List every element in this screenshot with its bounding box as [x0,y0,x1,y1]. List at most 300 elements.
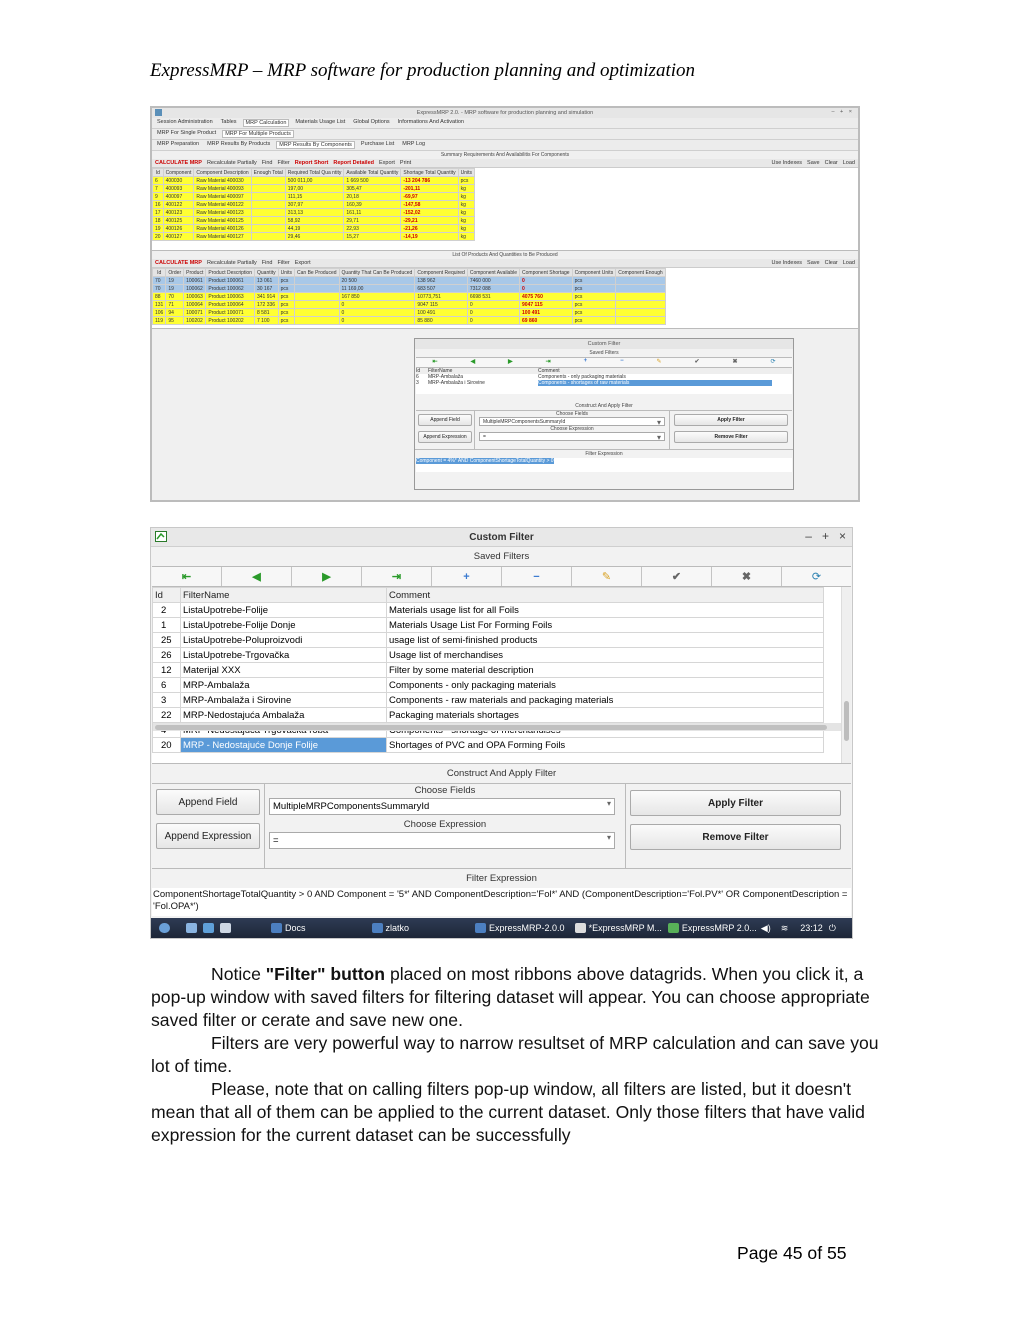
column-header-filtername[interactable]: FilterName [181,588,387,603]
table-row[interactable]: 3 MRP-Ambalaža i Sirovine Components - shortages of raw materials [416,380,792,386]
table-row[interactable] [153,738,824,753]
minimize-icon[interactable]: – [805,529,812,543]
table-cell: 18 [153,217,164,225]
column-header[interactable]: Component Enough [616,269,665,277]
mrp-overview-screenshot [150,106,860,502]
table-cell: 20,18 [344,193,401,201]
filter-comment-cell: Materials usage list for all Foils [387,603,824,618]
table-cell: 19 [153,225,164,233]
edit-record-icon[interactable]: ✎ [656,359,662,365]
paragraph-3: Please, note that on calling filters pop-up window, all filters are listed, but it doesn't mean that all of them can be applied to the current dataset. Only those filters that have valid expression for the current dataset can be successfully [151,1079,865,1145]
table-row[interactable] [153,217,475,225]
taskbar [151,918,852,938]
post-record-button[interactable] [642,567,712,586]
table-cell: 100061 [184,277,206,285]
table-cell: Raw Material 400093 [194,185,251,193]
volume-icon[interactable]: ◀) [760,922,771,933]
refresh-icon[interactable]: ⟳ [770,359,776,365]
toolbar-button[interactable]: Clear [824,160,838,166]
filter-name-cell: ListaUpotrebe-Folije Donje [181,618,387,633]
table-row[interactable] [153,201,475,209]
first-record-icon[interactable]: ⇤ [432,359,438,365]
next-record-button[interactable] [292,567,362,586]
filter-expression-text[interactable]: ComponentShortageTotalQuantity > 0 AND Component = '5*' AND ComponentDescription='Fol*' AND (ComponentDescription='Fol.PV*' OR ComponentDescription = 'Fol.OPA*') [152,888,851,916]
table-cell: 0 [339,317,415,325]
append-expression-button[interactable]: Append Expression [418,431,472,443]
vertical-scrollbar[interactable] [841,587,851,763]
column-header-id[interactable]: Id [153,588,181,603]
table-row[interactable] [153,225,475,233]
table-row[interactable]: 6 MRP-Ambalaža Components - only packaging materials [416,374,626,380]
taskbar-item-zlatko[interactable]: zlatko [372,923,410,933]
table-cell: 100202 [184,317,206,325]
taskbar-item-editor[interactable]: *ExpressMRP M... [575,923,662,933]
filter-comment-cell: Filter by some material description [387,663,824,678]
popup-titlebar [415,339,793,349]
custom-filter-popup-small [414,338,794,490]
table-cell: kg [458,201,474,209]
remove-filter-button[interactable]: Remove Filter [674,431,788,443]
filter-id-cell: 2 [153,603,181,618]
column-header[interactable]: Can Be Produced [295,269,339,277]
refresh-button[interactable] [782,567,851,586]
popup-title: Custom Filter [587,341,621,347]
table-cell: pcs [572,293,616,301]
filter-id-cell: 6 [153,678,181,693]
toolbar-button[interactable]: Find [261,260,273,266]
apply-filter-button[interactable]: Apply Filter [674,414,788,426]
table-cell [251,209,285,217]
table-row[interactable] [153,618,824,633]
report-short-button[interactable]: Report Short [294,160,329,166]
first-record-button[interactable] [152,567,222,586]
table-cell: Raw Material 400122 [194,201,251,209]
filter-name-cell: MRP-Ambalaža [181,678,387,693]
document-icon [575,923,586,933]
column-header[interactable]: Quantity That Can Be Produced [339,269,415,277]
toolbar-button[interactable]: Clear [824,260,838,266]
column-header: FilterName [428,368,453,374]
table-cell: -152,02 [401,209,458,217]
filter-button[interactable]: Filter [277,160,290,166]
document-header: ExpressMRP – MRP software for production planning and optimization [150,60,696,81]
filter-comment-cell: usage list of semi-finished products [387,633,824,648]
column-header[interactable]: Units [458,169,474,177]
column-header[interactable]: Id [153,169,164,177]
window-list-icon[interactable] [220,923,231,933]
table-cell: 0 [467,301,519,309]
popup-construct-label: Construct And Apply Filter [575,403,633,409]
overview-subtabs-2 [152,140,858,151]
table-cell: 71 [166,301,184,309]
folder-icon [372,923,383,933]
table-cell: kg [458,225,474,233]
menu-item[interactable]: Global Options [353,119,390,125]
top-toolbar [152,159,858,168]
saved-filters-grid [152,587,851,764]
insert-record-button[interactable] [432,567,502,586]
table-cell: 1 669 500 [344,177,401,185]
table-cell: 17 [153,209,164,217]
column-header[interactable]: Enough Total [251,169,285,177]
maximize-icon[interactable]: + [821,529,829,543]
subtab[interactable]: MRP Results By Products [207,141,271,147]
choose-expression-select[interactable]: = ▾ [479,432,665,441]
table-cell: 100071 [184,309,206,317]
choose-fields-select[interactable]: MultipleMRPComponentsSummaryId ▾ [479,417,665,426]
table-cell: 6 [153,177,164,185]
table-cell: 20 500 [339,277,415,285]
table-cell: 683 507 [415,285,468,293]
table-cell: Raw Material 400097 [194,193,251,201]
table-cell: 19 [166,277,184,285]
table-row[interactable] [153,277,666,285]
previous-record-button[interactable] [222,567,292,586]
network-icon[interactable] [203,923,214,933]
table-cell: Product 100064 [206,301,255,309]
taskbar-item-app[interactable]: ExpressMRP 2.0... [668,923,757,933]
table-cell: Raw Material 400126 [194,225,251,233]
previous-record-icon: ◀ [252,571,261,583]
table-cell: -69,97 [401,193,458,201]
horizontal-scrollbar[interactable] [153,723,841,731]
table-row[interactable] [153,209,475,217]
column-header[interactable]: Component Description [194,169,251,177]
filter-id-cell: 12 [153,663,181,678]
window-title: Custom Filter [469,531,534,543]
append-field-button[interactable]: Append Field [418,414,472,426]
components-grid [152,168,858,251]
table-row[interactable] [153,708,824,723]
table-cell: 313,13 [285,209,344,217]
subtab[interactable]: MRP Log [402,141,426,147]
table-cell: 6698 531 [467,293,519,301]
column-header[interactable]: Required Total Qua ntity [285,169,344,177]
filter-button[interactable]: Filter [277,260,290,266]
table-cell: 20 [153,233,164,241]
table-cell: Raw Material 400125 [194,217,251,225]
popup-nav-bar [416,357,792,368]
table-cell: 22,93 [344,225,401,233]
calculate-mrp-button[interactable]: CALCULATE MRP [155,260,202,266]
toolbar-button[interactable]: Export [294,260,311,266]
choose-expression-select[interactable]: = ▾ [269,832,615,849]
overview-subtabs [152,129,858,140]
taskbar-item-docs[interactable]: Docs [271,923,306,933]
table-row[interactable] [153,293,666,301]
table-row[interactable] [153,317,666,325]
table-row[interactable] [153,193,475,201]
column-header[interactable]: Product [184,269,206,277]
report-detailed-button[interactable]: Report Detailed [333,160,374,166]
table-cell: 94 [166,309,184,317]
table-row[interactable] [153,663,824,678]
toolbar-button[interactable]: Load [842,160,855,166]
table-cell: 85 880 [415,317,468,325]
column-header-comment[interactable]: Comment [387,588,824,603]
table-cell [295,301,339,309]
toolbar-button[interactable]: Load [842,260,855,266]
menu-item[interactable]: MRP Calculation [243,119,290,127]
table-cell: 100 491 [415,309,468,317]
table-row[interactable] [153,648,824,663]
toolbar-button[interactable]: Print [399,160,412,166]
table-cell: -21,26 [401,225,458,233]
table-cell: 341 914 [255,293,279,301]
table-cell: 8 581 [255,309,279,317]
next-record-icon[interactable]: ▶ [508,359,513,365]
pencil-icon: ✎ [601,571,612,583]
table-cell: 16 [153,201,164,209]
custom-filter-window [150,527,853,939]
subtab[interactable]: Purchase List [360,141,395,147]
table-cell: pcs [572,277,616,285]
table-row[interactable] [153,603,824,618]
table-cell: 400125 [163,217,194,225]
append-field-button[interactable]: Append Field [156,789,260,815]
table-row[interactable] [153,678,824,693]
column-header[interactable]: Available Total Quantity [344,169,401,177]
folder-icon [271,923,282,933]
calculate-mrp-button[interactable]: CALCULATE MRP [155,160,202,166]
table-cell: 500 011,00 [285,177,344,185]
table-cell: 167 850 [339,293,415,301]
toolbar-button[interactable]: Recalculate Partially [206,260,257,266]
column-header[interactable]: Component [163,169,194,177]
menu-item[interactable]: Tables [220,119,237,125]
table-cell: 13 061 [255,277,279,285]
table-cell: 400126 [163,225,194,233]
apply-filter-button[interactable]: Apply Filter [630,790,841,816]
table-row[interactable] [153,285,666,293]
column-header: Id [416,368,421,374]
popup-filter-expression-label: Filter Expression [415,449,793,458]
filter-name-cell: ListaUpotrebe-Poluproizvodi [181,633,387,648]
last-record-icon[interactable]: ⇥ [545,359,551,365]
table-row[interactable] [153,233,475,241]
products-grid [152,268,858,329]
subtab[interactable]: MRP Preparation [157,141,200,147]
subtab[interactable]: MRP For Single Product [157,130,217,136]
table-cell: Product 100061 [206,277,255,285]
toolbar-button[interactable]: Save [807,160,820,166]
filter-button-emphasis: "Filter" button [265,964,386,984]
overview-menu [152,118,858,129]
table-cell: pcs [572,301,616,309]
table-cell [295,309,339,317]
table-cell: pcs [572,309,616,317]
table-cell [295,293,339,301]
column-header[interactable]: Id [153,269,166,277]
menu-item[interactable]: Session Administration [157,119,213,125]
bottom-toolbar [152,259,858,268]
menu-item[interactable]: Materials Usage List [295,119,346,125]
filter-id-cell: 1 [153,618,181,633]
toolbar-button[interactable]: Use Indexes [771,260,803,266]
page-number: Page 45 of 55 [737,1243,847,1263]
popup-construct-panel [416,410,792,449]
table-cell: kg [458,185,474,193]
remove-filter-button[interactable]: Remove Filter [630,824,841,850]
menu-item[interactable]: Informations And Activation [397,119,464,125]
table-cell: Raw Material 400123 [194,209,251,217]
filter-id-cell: 3 [153,693,181,708]
plus-icon: + [463,570,470,583]
filter-id-cell: 26 [153,648,181,663]
subtab[interactable]: MRP For Multiple Products [222,130,294,138]
filter-name-cell: MRP-Nedostajuća Ambalaža [181,708,387,723]
column-header[interactable]: Units [278,269,294,277]
table-cell: Product 100202 [206,317,255,325]
next-record-icon: ▶ [322,571,331,583]
table-cell: 131 [153,301,166,309]
column-header[interactable]: Quantity [255,269,279,277]
toolbar-button[interactable]: Find [261,160,273,166]
table-cell [251,177,285,185]
table-cell: pcs [572,285,616,293]
column-header[interactable]: Component Required [415,269,468,277]
column-header: Comment [538,368,560,374]
table-cell: 9047 115 [415,301,468,309]
table-row[interactable] [153,309,666,317]
column-header[interactable]: Shortage Total Quantity [401,169,458,177]
table-cell: -147,58 [401,201,458,209]
table-cell: pcs [278,293,294,301]
table-cell: 0 [339,309,415,317]
table-row[interactable] [153,633,824,648]
delete-record-button[interactable] [502,567,572,586]
app-icon [155,531,167,542]
taskbar-item-expressmrp[interactable]: ExpressMRP-2.0.0 [475,923,565,933]
last-record-button[interactable] [362,567,432,586]
filter-comment-cell: Packaging materials shortages [387,708,824,723]
popup-saved-label: Saved Filters [589,350,619,356]
filter-comment-cell: Materials Usage List For Forming Foils [387,618,824,633]
table-row[interactable] [153,693,824,708]
filter-expression-label: Filter Expression [466,873,537,884]
table-cell [616,301,665,309]
table-row[interactable] [153,301,666,309]
table-cell: Product 100071 [206,309,255,317]
table-cell [616,317,665,325]
column-header[interactable]: Component Shortage [520,269,573,277]
first-record-icon: ⇤ [181,571,192,583]
wifi-icon[interactable]: ≋ [780,922,789,933]
table-cell: 400127 [163,233,194,241]
chevron-down-icon: ▾ [656,433,661,442]
toolbar-button[interactable]: Use Indexes [771,160,803,166]
refresh-icon: ⟳ [811,571,822,583]
window-controls[interactable]: – + × [831,109,854,115]
append-expression-button[interactable]: Append Expression [156,823,260,849]
table-cell: 305,47 [344,185,401,193]
table-cell: 172 336 [255,301,279,309]
table-cell: 100063 [184,293,206,301]
toolbar-button[interactable]: Save [807,260,820,266]
choose-fields-label: Choose Fields [556,411,588,417]
edit-record-button[interactable] [572,567,642,586]
choose-expression-label: Choose Expression [550,426,594,432]
close-icon[interactable]: × [838,529,846,543]
column-header[interactable]: Order [166,269,184,277]
minus-icon: − [533,570,540,583]
table-cell [295,285,339,293]
chevron-down-icon: ▾ [606,799,611,808]
table-cell: pcs [278,277,294,285]
delete-record-icon[interactable]: − [620,358,624,364]
table-cell: 100064 [184,301,206,309]
paragraph-1: Notice "Filter" button placed on most ribbons above datagrids. When you click it, a pop-up window with saved filters for filtering dataset will appear. You can choose appropriate saved filter or cerate and save new one. [151,964,870,1030]
clock[interactable]: 23:12 [800,923,823,933]
cancel-record-button[interactable] [712,567,782,586]
table-cell [616,309,665,317]
folder-icon [475,923,486,933]
table-cell: 29,71 [344,217,401,225]
power-icon[interactable]: ⏻ [828,922,836,933]
table-cell: 15,27 [344,233,401,241]
table-cell: 100 491 [520,309,573,317]
post-record-icon[interactable]: ✔ [694,359,700,365]
column-header[interactable]: Component Available [467,269,519,277]
column-header[interactable]: Component Units [572,269,616,277]
table-cell [251,185,285,193]
column-header[interactable]: Product Description [206,269,255,277]
construct-label: Construct And Apply Filter [446,768,557,779]
table-cell: 44,19 [285,225,344,233]
subtab[interactable]: MRP Results By Components [276,141,355,149]
previous-record-icon[interactable]: ◀ [470,359,476,365]
table-row[interactable] [153,177,475,185]
table-cell: 307,97 [285,201,344,209]
filter-id-cell: 22 [153,708,181,723]
table-row[interactable] [153,185,475,193]
table-cell: Raw Material 400127 [194,233,251,241]
popup-filters-grid [416,368,792,394]
cancel-record-icon[interactable]: ✖ [732,359,738,365]
table-cell: 29,46 [285,233,344,241]
filter-comment-cell: Shortages of PVC and OPA Forming Foils [387,738,824,753]
filter-name-cell: MRP-Ambalaža i Sirovine [181,693,387,708]
table-cell: -14,19 [401,233,458,241]
table-cell [295,277,339,285]
filter-comment-cell: Components - raw materials and packaging materials [387,693,824,708]
table-cell: 0 [520,285,573,293]
insert-record-icon[interactable]: + [583,358,588,364]
toolbar-button[interactable]: Recalculate Partially [206,160,257,166]
popup-filter-expression[interactable]: Component = 4%* AND ComponentShortageTotalQuantity > 0 [416,458,792,472]
desktop-icon[interactable] [186,923,197,933]
table-cell: 0 [467,309,519,317]
table-cell [616,277,665,285]
table-cell: 7312 088 [467,285,519,293]
table-cell: 58,92 [285,217,344,225]
choose-fields-select[interactable]: MultipleMRPComponentsSummaryId ▾ [269,798,615,815]
table-cell: 400030 [163,177,194,185]
table-cell: 111,15 [285,193,344,201]
table-cell [251,233,285,241]
paragraph-2: Filters are very powerful way to narrow resultset of MRP calculation and can save you lot of time. [151,1033,879,1076]
table-cell: Raw Material 400030 [194,177,251,185]
table-cell: 100062 [184,285,206,293]
table-cell: 30 167 [255,285,279,293]
overview-titlebar [152,108,858,118]
start-menu-icon[interactable] [159,923,170,933]
filter-name-cell: Materijal XXX [181,663,387,678]
table-cell: -201,11 [401,185,458,193]
chevron-down-icon: ▾ [606,833,611,842]
toolbar-button[interactable]: Export [379,160,395,166]
table-cell: -29,21 [401,217,458,225]
